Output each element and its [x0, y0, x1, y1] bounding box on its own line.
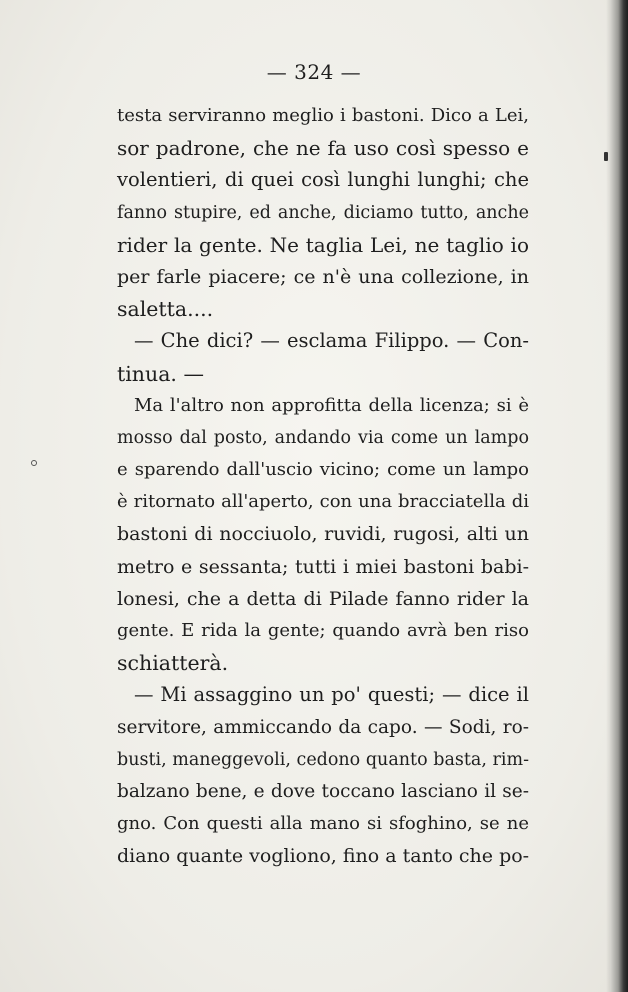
text-line: testa serviranno meglio i bastoni. Dico a Lei, [117, 105, 529, 126]
text-line: rider la gente. Ne taglia Lei, ne taglio io [117, 232, 529, 257]
text-line: balzano bene, e dove toccano lasciano il se- [117, 780, 529, 802]
text-line: gno. Con questi alla mano si sfoghino, se ne [117, 813, 529, 835]
text-line: schiatterà. [117, 651, 229, 676]
text-line: diano quante vogliono, fino a tanto che po- [117, 845, 530, 868]
edge-speck-mark [604, 152, 608, 161]
text-line: gente. E rida la gente; quando avrà ben riso [117, 620, 529, 641]
text-line: fanno stupire, ed anche, diciamo tutto, anche [117, 202, 529, 223]
text-line: sor padrone, che ne fa uso così spesso e [117, 136, 529, 161]
text-line: per farle piacere; ce n'è una collezione, in [117, 265, 529, 288]
margin-dot-mark [31, 460, 37, 466]
page-number: — 324 — [266, 60, 362, 84]
text-line: lonesi, che a detta di Pilade fanno rider la [117, 587, 529, 610]
book-binding-edge [610, 0, 628, 992]
text-line: saletta.... [117, 297, 214, 322]
text-line: bastoni di nocciuolo, ruvidi, rugosi, alti un [117, 523, 529, 546]
text-line: — Che dici? — esclama Filippo. — Con- [134, 329, 529, 353]
text-line: è ritornato all'aperto, con una bracciatella di [117, 491, 529, 513]
text-line: tinua. — [117, 361, 204, 386]
text-line: busti, maneggevoli, cedono quanto basta, rim- [117, 749, 529, 770]
text-line: volentieri, di quei così lunghi lunghi; che [117, 168, 529, 192]
text-line: mosso dal posto, andando via come un lampo [117, 427, 529, 448]
text-line: servitore, ammiccando da capo. — Sodi, ro- [117, 716, 529, 738]
text-line: metro e sessanta; tutti i miei bastoni babi- [117, 555, 529, 578]
body-text [117, 100, 529, 873]
text-line: e sparendo dall'uscio vicino; come un lampo [117, 459, 529, 481]
text-line: Ma l'altro non approfitta della licenza; si è [134, 394, 529, 416]
text-line: — Mi assaggino un po' questi; — dice il [134, 683, 529, 707]
